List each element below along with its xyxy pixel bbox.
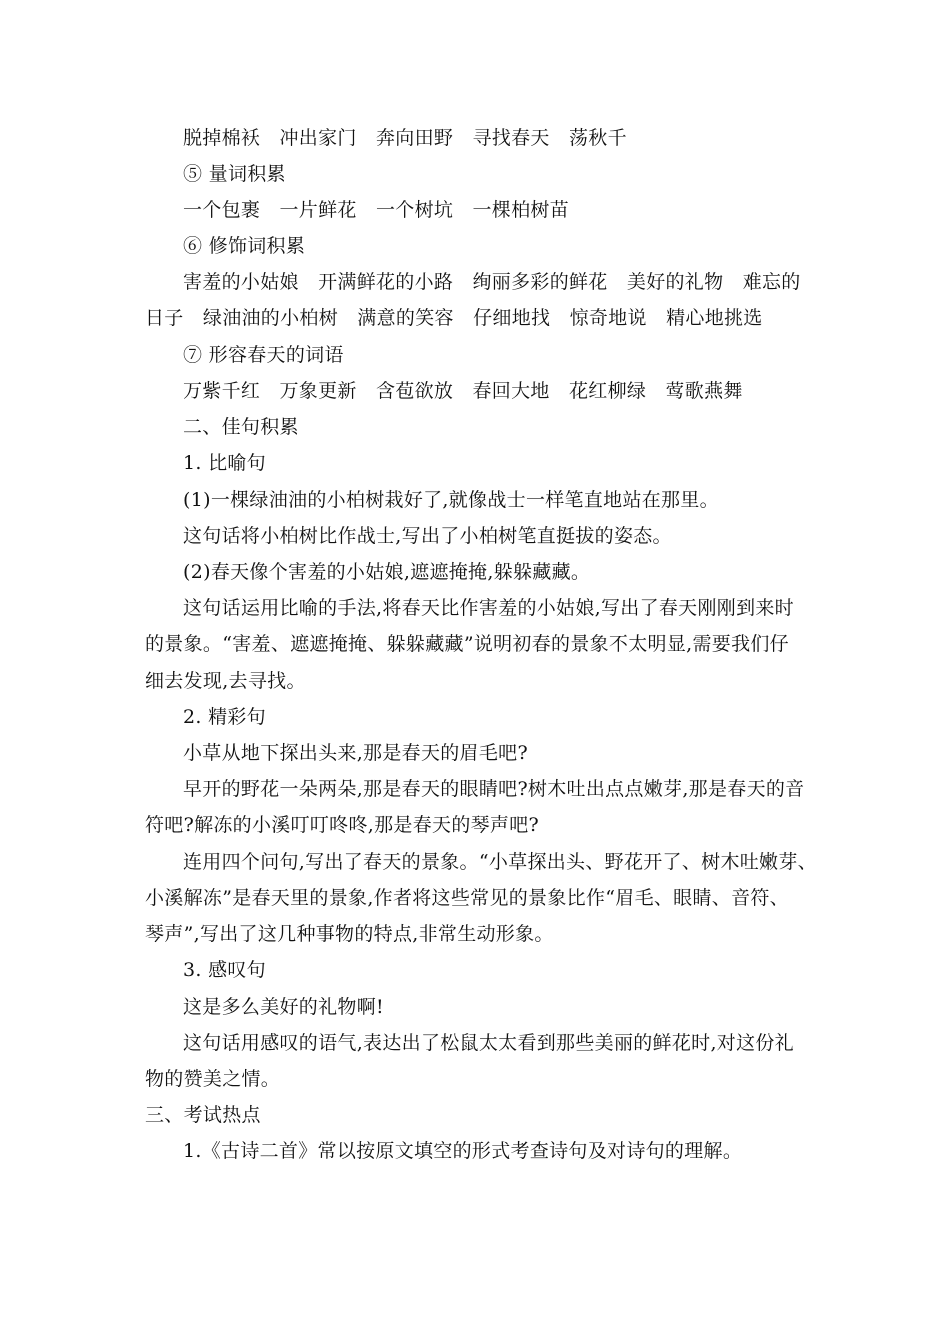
text-line: 小溪解冻”是春天里的景象,作者将这些常见的景象比作“眉毛、眼睛、音符、: [145, 887, 789, 909]
text-line: 这句话将小柏树比作战士,写出了小柏树笔直挺拔的姿态。: [183, 525, 672, 547]
text-line: (1)一棵绿油油的小柏树栽好了,就像战士一样笔直地站在那里。: [183, 489, 719, 511]
subsection-heading: 3. 感叹句: [183, 959, 266, 981]
text-line: 小草从地下探出头来,那是春天的眉毛吧?: [183, 742, 528, 764]
section-heading: 三、考试热点: [145, 1104, 261, 1126]
text-line: (2)春天像个害羞的小姑娘,遮遮掩掩,躲躲藏藏。: [183, 561, 591, 583]
text-line: 日子 绿油油的小柏树 满意的笑容 仔细地找 惊奇地说 精心地挑选: [145, 307, 763, 329]
text-line: 这句话用感叹的语气,表达出了松鼠太太看到那些美丽的鲜花时,对这份礼: [183, 1032, 794, 1054]
text-line: 这句话运用比喻的手法,将春天比作害羞的小姑娘,写出了春天刚刚到来时: [183, 597, 794, 619]
section-heading: ⑦ 形容春天的词语: [183, 344, 344, 366]
text-line: 这是多么美好的礼物啊!: [183, 996, 384, 1018]
text-line: 符吧?解冻的小溪叮叮咚咚,那是春天的琴声吧?: [145, 814, 540, 836]
section-heading: ⑤ 量词积累: [183, 163, 286, 185]
subsection-heading: 2. 精彩句: [183, 706, 266, 728]
section-heading: 二、佳句积累: [183, 416, 299, 438]
subsection-heading: 1. 比喻句: [183, 452, 266, 474]
text-line: 连用四个问句,写出了春天的景象。“小草探出头、野花开了、树木吐嫩芽、: [183, 851, 817, 873]
text-line: 的景象。“害羞、遮遮掩掩、躲躲藏藏”说明初春的景象不太明显,需要我们仔: [145, 633, 789, 655]
text-line: 物的赞美之情。: [145, 1068, 281, 1090]
text-line: 早开的野花一朵两朵,那是春天的眼睛吧?树木吐出点点嫩芽,那是春天的音: [183, 778, 805, 800]
text-line: 万紫千红 万象更新 含苞欲放 春回大地 花红柳绿 莺歌燕舞: [183, 380, 743, 402]
text-line: 一个包裹 一片鲜花 一个树坑 一棵柏树苗: [183, 199, 570, 221]
text-line: 细去发现,去寻找。: [145, 670, 306, 692]
text-line: 琴声”,写出了这几种事物的特点,非常生动形象。: [145, 923, 554, 945]
text-line: 脱掉棉袄 冲出家门 奔向田野 寻找春天 荡秋千: [183, 127, 627, 149]
text-line: 1.《古诗二首》常以按原文填空的形式考查诗句及对诗句的理解。: [183, 1140, 743, 1162]
text-line: 害羞的小姑娘 开满鲜花的小路 绚丽多彩的鲜花 美好的礼物 难忘的: [183, 271, 801, 293]
section-heading: ⑥ 修饰词积累: [183, 235, 306, 257]
